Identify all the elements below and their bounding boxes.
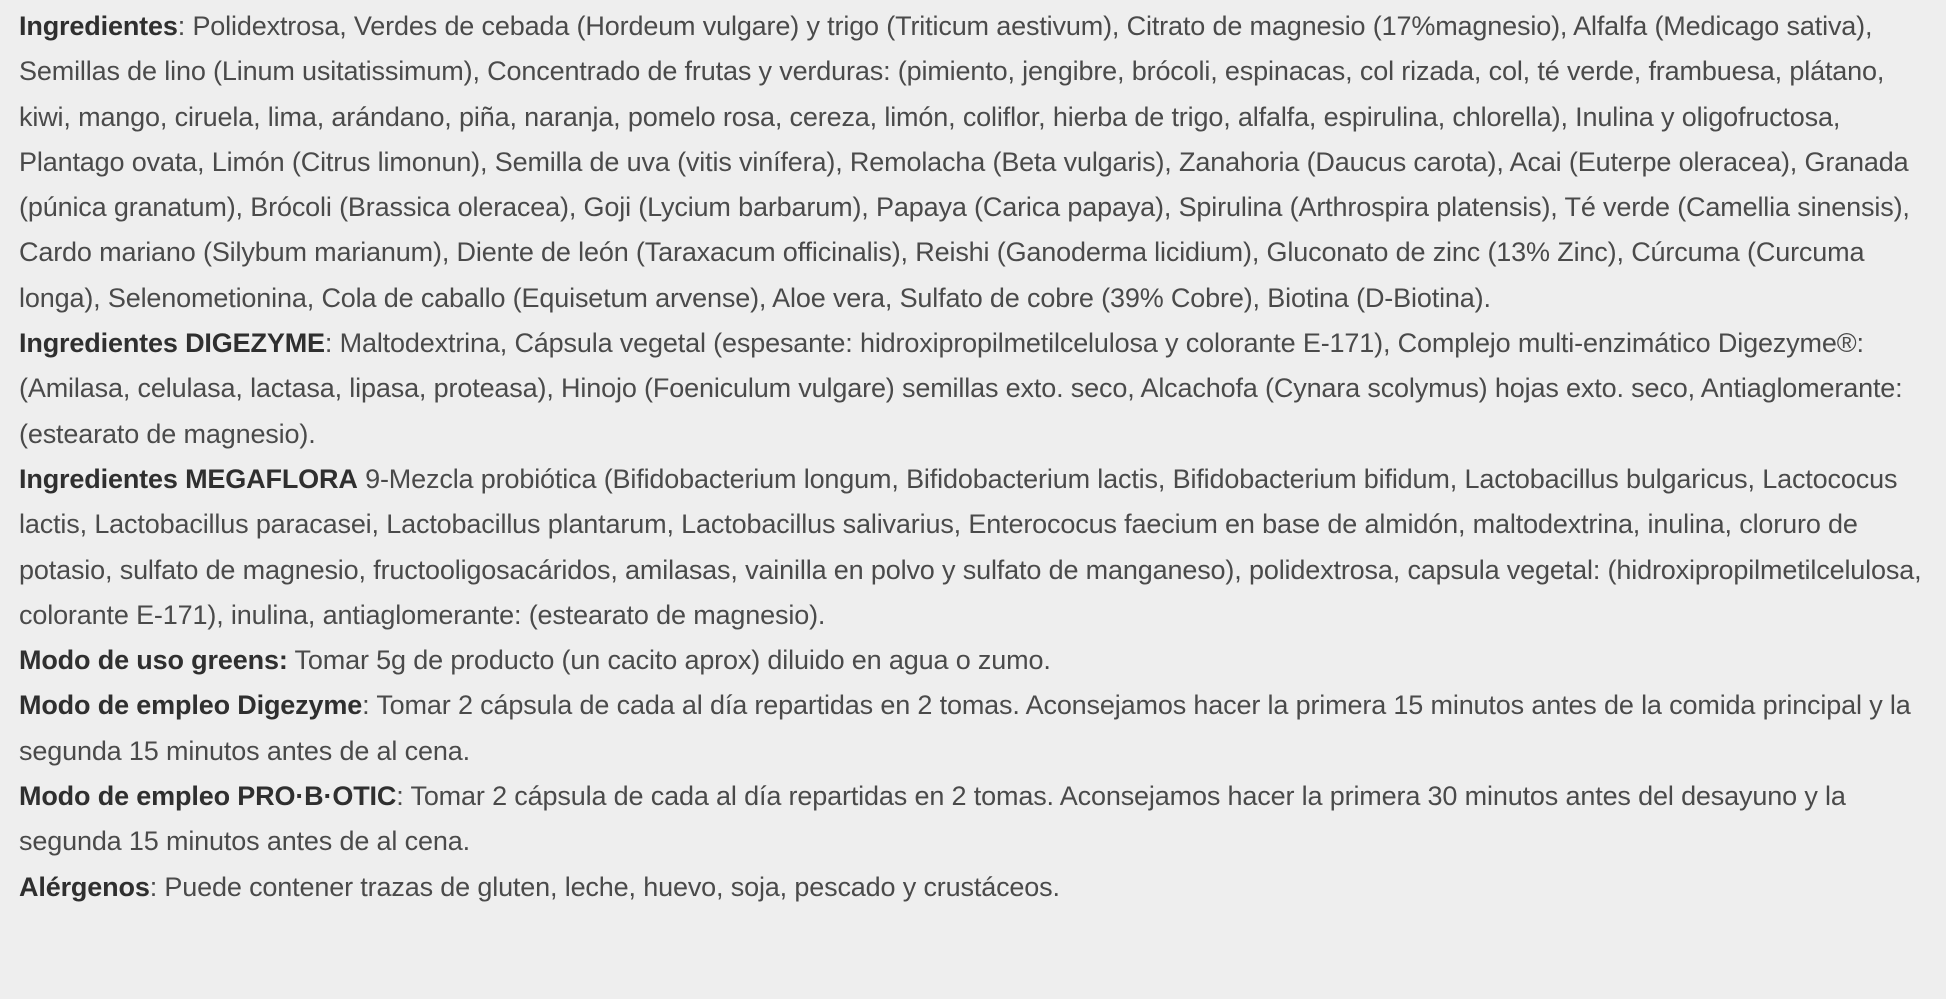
greens-usage-label: Modo de uso greens: [19,645,288,676]
ingredients-label: Ingredientes [19,11,178,41]
megaflora-ingredients-label: Ingredientes MEGAFLORA [19,463,358,494]
digezyme-ingredients-label: Ingredientes DIGEZYME [19,328,325,359]
megaflora-ingredients-paragraph [19,457,1928,638]
ingredients-paragraph [19,4,1928,321]
probiotic-usage-paragraph [19,774,1928,865]
digezyme-ingredients-paragraph [19,321,1928,457]
greens-usage-paragraph [19,638,1928,683]
allergens-label: Alérgenos [19,871,150,902]
allergens-text: : Puede contener trazas de gluten, leche, huevo, soja, pescado y crustáceos. [149,871,1060,902]
ingredients-text: : Polidextrosa, Verdes de cebada (Hordeum vulgare) y trigo (Triticum aestivum), Citrato de magnesio (17%magnesio), Alfalfa (Medicago sativa), Semillas de lino (Linum usitatissimum), Concentrado de frutas y verduras: (pimiento, jengibre, brócoli, espinacas, col rizada, col, té verde, frambuesa, plátano, kiwi, mango, ciruela, lima, arándano, piña, naranja, pomelo rosa, cereza, limón, coliflor, hierba de trigo, alfalfa, espirulina, chlorella), Inulina y oligofructosa, Plantago ovata, Limón (Citrus limonun), Semilla de uva (vitis vinífera), Remolacha (Beta vulgaris), Zanahoria (Daucus carota), Acai (Euterpe oleracea), Granada (púnica granatum), Brócoli (Brassica oleracea), Goji (Lycium barbarum), Papaya (Carica papaya), Spirulina (Arthrospira platensis), Té verde (Camellia sinensis), Cardo mariano (Silybum marianum), Diente de león (Taraxacum officinalis), Reishi (Ganoderma licidium), Gluconato de zinc (13% Zinc), Cúrcuma (Curcuma longa), Selenometionina, Cola de caballo (Equisetum arvense), Aloe vera, Sulfato de cobre (39% Cobre), Biotina (D-Biotina). [19,11,1910,313]
digezyme-usage-text: : Tomar 2 cápsula de cada al día repartidas en 2 tomas. Aconsejamos hacer la primera 15 minutos antes de la comida principal y la segunda 15 minutos antes de al cena. [19,690,1911,766]
probiotic-usage-text: : Tomar 2 cápsula de cada al día repartidas en 2 tomas. Aconsejamos hacer la primera 30 minutos antes del desayuno y la segunda 15 minutos antes de al cena. [19,781,1846,857]
greens-usage-text: Tomar 5g de producto (un cacito aprox) diluido en agua o zumo. [287,645,1051,676]
probiotic-usage-label: Modo de empleo PRO·B·OTIC [19,781,397,812]
digezyme-usage-label: Modo de empleo Digezyme [19,690,363,721]
digezyme-usage-paragraph [19,683,1928,774]
digezyme-ingredients-text: : Maltodextrina, Cápsula vegetal (espesante: hidroxipropilmetilcelulosa y colorante E-171), Complejo multi-enzimático Digezyme®: (Amilasa, celulasa, lactasa, lipasa, proteasa), Hinojo (Foeniculum vulgare) semillas exto. seco, Alcachofa (Cynara scolymus) hojas exto. seco, Antiaglomerante: (estearato de magnesio). [19,328,1903,449]
allergens-paragraph [19,865,1928,910]
megaflora-ingredients-text: 9-Mezcla probiótica (Bifidobacterium longum, Bifidobacterium lactis, Bifidobacterium bifidum, Lactobacillus bulgaricus, Lactococus lactis, Lactobacillus paracasei, Lactobacillus plantarum, Lactobacillus salivarius, Enterococus faecium en base de almidón, maltodextrina, inulina, cloruro de potasio, sulfato de magnesio, fructooligosacáridos, amilasas, vainilla en polvo y sulfato de manganeso), polidextrosa, capsula vegetal: (hidroxipropilmetilcelulosa, colorante E-171), inulina, antiaglomerante: (estearato de magnesio). [19,463,1922,630]
